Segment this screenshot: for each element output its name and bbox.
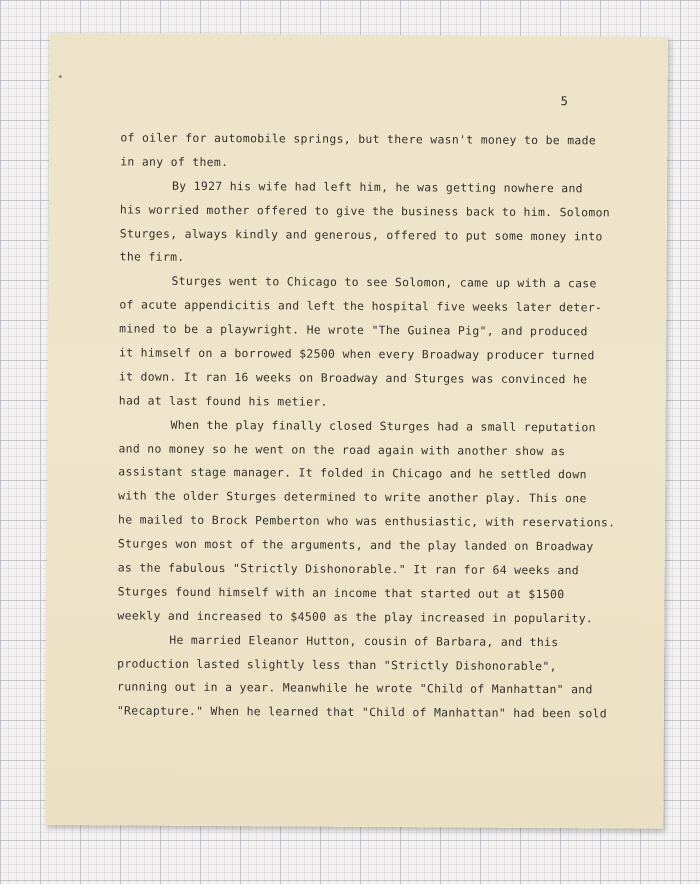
body-text	[117, 126, 661, 727]
text-line: had at last found his metier.	[118, 393, 328, 409]
paper-speck	[59, 75, 62, 78]
text-line: running out in a year. Meanwhile he wrote "Child of Manhattan" and	[116, 679, 593, 697]
text-line: the firm.	[119, 249, 185, 265]
paragraph	[120, 126, 660, 177]
typewritten-page	[45, 33, 668, 829]
text-line: weekly and increased to $4500 as the play increased in popularity.	[117, 608, 594, 626]
text-line: in any of them.	[120, 154, 229, 169]
text-line: with the older Sturges determined to write another play. This one	[118, 488, 587, 506]
text-line: Sturges won most of the arguments, and the play landed on Broadway	[117, 536, 594, 554]
text-line: mined to be a playwright. He wrote "The Guinea Pig", and produced	[119, 321, 588, 339]
text-line: By 1927 his wife had left him, he was getting nowhere and	[172, 178, 583, 196]
text-line: it down. It ran 16 weeks on Broadway and Sturges was convinced he	[118, 369, 588, 387]
text-line: He married Eleanor Hutton, cousin of Barbara, and this	[169, 632, 559, 649]
text-line: When the play finally closed Sturges had a small reputation	[170, 417, 596, 435]
text-line: "Recapture." When he learned that "Child of Manhattan" had been sold	[116, 703, 608, 721]
paragraph	[117, 413, 658, 631]
text-line: and no money so he went on the road again with another show as	[118, 441, 566, 458]
text-line: Sturges, always kindly and generous, offered to put some money into	[119, 225, 603, 243]
text-line: production lasted slightly less than "Strictly Dishonorable",	[117, 656, 557, 673]
text-line: assistant stage manager. It folded in Chicago and he settled down	[118, 464, 587, 482]
text-line: of acute appendicitis and left the hospital five weeks later deter-	[119, 297, 603, 315]
text-line: it himself on a borrowed $2500 when every Broadway producer turned	[119, 345, 595, 363]
text-line: of oiler for automobile springs, but there wasn't money to be made	[120, 130, 597, 148]
text-line: Sturges found himself with an income that started out at $1500	[117, 584, 565, 602]
page-number: 5	[560, 94, 568, 109]
paragraph	[119, 270, 660, 417]
text-line: Sturges went to Chicago to see Solomon, came up with a case	[171, 274, 597, 291]
text-line: he mailed to Brock Pemberton who was enthusiastic, with reservations.	[117, 512, 616, 530]
paragraph	[120, 174, 661, 273]
paragraph	[117, 628, 658, 727]
text-line: his worried mother offered to give the business back to him. Solomon	[119, 202, 611, 220]
text-line: as the fabulous "Strictly Dishonorable." It ran for 64 weeks and	[117, 560, 580, 578]
